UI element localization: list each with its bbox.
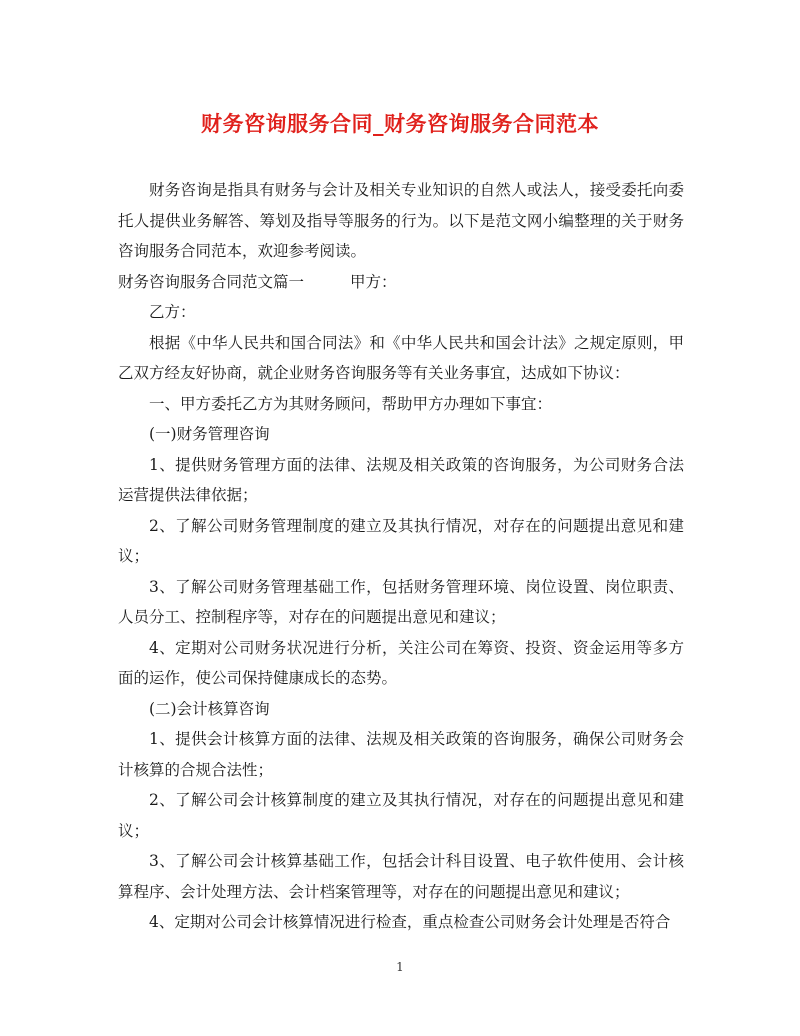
paragraph: 4、定期对公司财务状况进行分析，关注公司在筹资、投资、资金运用等多方面的运作，使公司保持健康成长的态势。 bbox=[118, 638, 684, 687]
subsection-heading: (一)财务管理咨询 bbox=[149, 425, 270, 443]
paragraph: 4、定期对公司会计核算情况进行检查，重点检查公司财务会计处理是否符合 bbox=[149, 913, 671, 931]
paragraph: 3、了解公司财务管理基础工作，包括财务管理环境、岗位设置、岗位职责、人员分工、控制程序等，对存在的问题提出意见和建议； bbox=[118, 577, 684, 626]
section-heading-line bbox=[118, 267, 684, 298]
paragraph: 1、提供会计核算方面的法律、法规及相关政策的咨询服务，确保公司财务会计核算的合规合法性； bbox=[118, 730, 684, 779]
page-number: 1 bbox=[396, 960, 404, 974]
paragraph: 根据《中华人民共和国合同法》和《中华人民共和国会计法》之规定原则，甲乙双方经友好协商，就企业财务咨询服务等有关业务事宜，达成如下协议： bbox=[118, 333, 684, 382]
intro-paragraph: 财务咨询是指具有财务与会计及相关专业知识的自然人或法人，接受委托向委托人提供业务解答、筹划及指导等服务的行为。以下是范文网小编整理的关于财务咨询服务合同范本，欢迎参考阅读。 bbox=[118, 181, 684, 260]
document-body bbox=[118, 175, 684, 938]
document-title: 财务咨询服务合同_财务咨询服务合同范本 bbox=[201, 111, 599, 136]
subsection-heading: (二)会计核算咨询 bbox=[149, 699, 270, 718]
paragraph: 2、了解公司会计核算制度的建立及其执行情况，对存在的问题提出意见和建议； bbox=[118, 791, 684, 840]
section-heading: 财务咨询服务合同范文篇一 bbox=[118, 272, 305, 291]
paragraph: 一、甲方委托乙方为其财务顾问，帮助甲方办理如下事宜： bbox=[149, 394, 553, 413]
party-a-label: 甲方： bbox=[350, 272, 397, 291]
paragraph: 3、了解公司会计核算基础工作，包括会计科目设置、电子软件使用、会计核算程序、会计处理方法、会计档案管理等，对存在的问题提出意见和建议； bbox=[118, 852, 684, 901]
paragraph: 1、提供财务管理方面的法律、法规及相关政策的咨询服务，为公司财务合法运营提供法律依据； bbox=[118, 455, 684, 504]
party-b-label: 乙方： bbox=[149, 303, 196, 321]
paragraph: 2、了解公司财务管理制度的建立及其执行情况，对存在的问题提出意见和建议； bbox=[118, 516, 684, 565]
